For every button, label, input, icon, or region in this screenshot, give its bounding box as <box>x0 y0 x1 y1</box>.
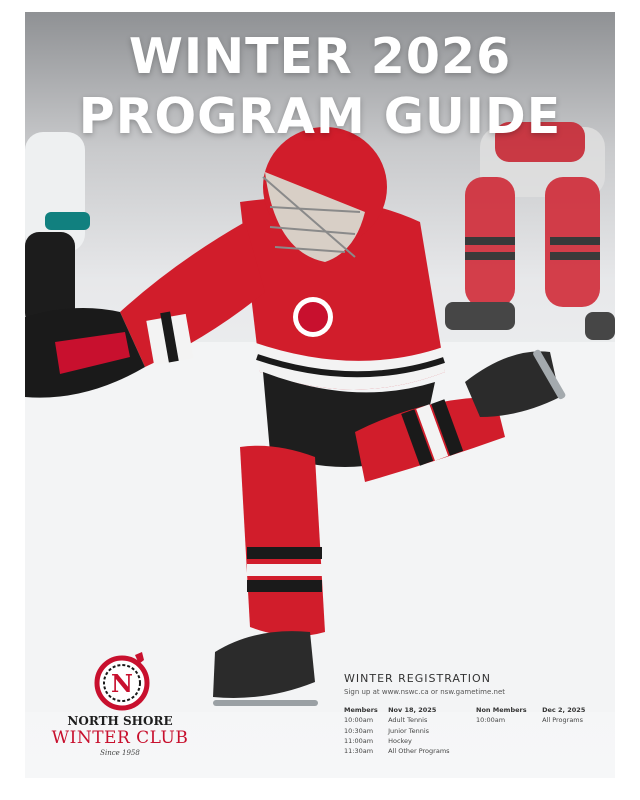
background-player <box>445 122 615 340</box>
list-item: 11:30am All Other Programs <box>344 747 450 756</box>
logo-letter: N <box>111 669 133 698</box>
non-members-date: Dec 2, 2025 <box>542 706 586 714</box>
club-since: Since 1958 <box>100 749 140 757</box>
non-members-label: Non Members <box>476 706 527 714</box>
cover-title-line1: WINTER 2026 <box>128 28 512 85</box>
members-schedule <box>344 705 450 756</box>
list-item: 10:00am All Programs <box>476 716 584 725</box>
list-item: 10:30am Junior Tennis <box>344 726 430 735</box>
program-guide-cover <box>25 12 615 778</box>
non-members-schedule <box>476 705 585 726</box>
cover-title-line2: PROGRAM GUIDE <box>78 88 562 145</box>
list-item: 11:00am Hockey <box>344 736 412 745</box>
club-name-line1: NORTH SHORE <box>67 714 173 728</box>
left-player-partial <box>25 132 90 327</box>
registration-info <box>344 672 604 756</box>
club-name-line2: WINTER CLUB <box>51 728 189 748</box>
members-label: Members <box>344 706 378 714</box>
members-date: Nov 18, 2025 <box>388 706 437 714</box>
registration-heading: WINTER REGISTRATION <box>344 672 491 685</box>
list-item: 10:00am Adult Tennis <box>344 716 428 725</box>
registration-signup: Sign up at www.nswc.ca or nsw.gametime.net <box>344 688 506 696</box>
